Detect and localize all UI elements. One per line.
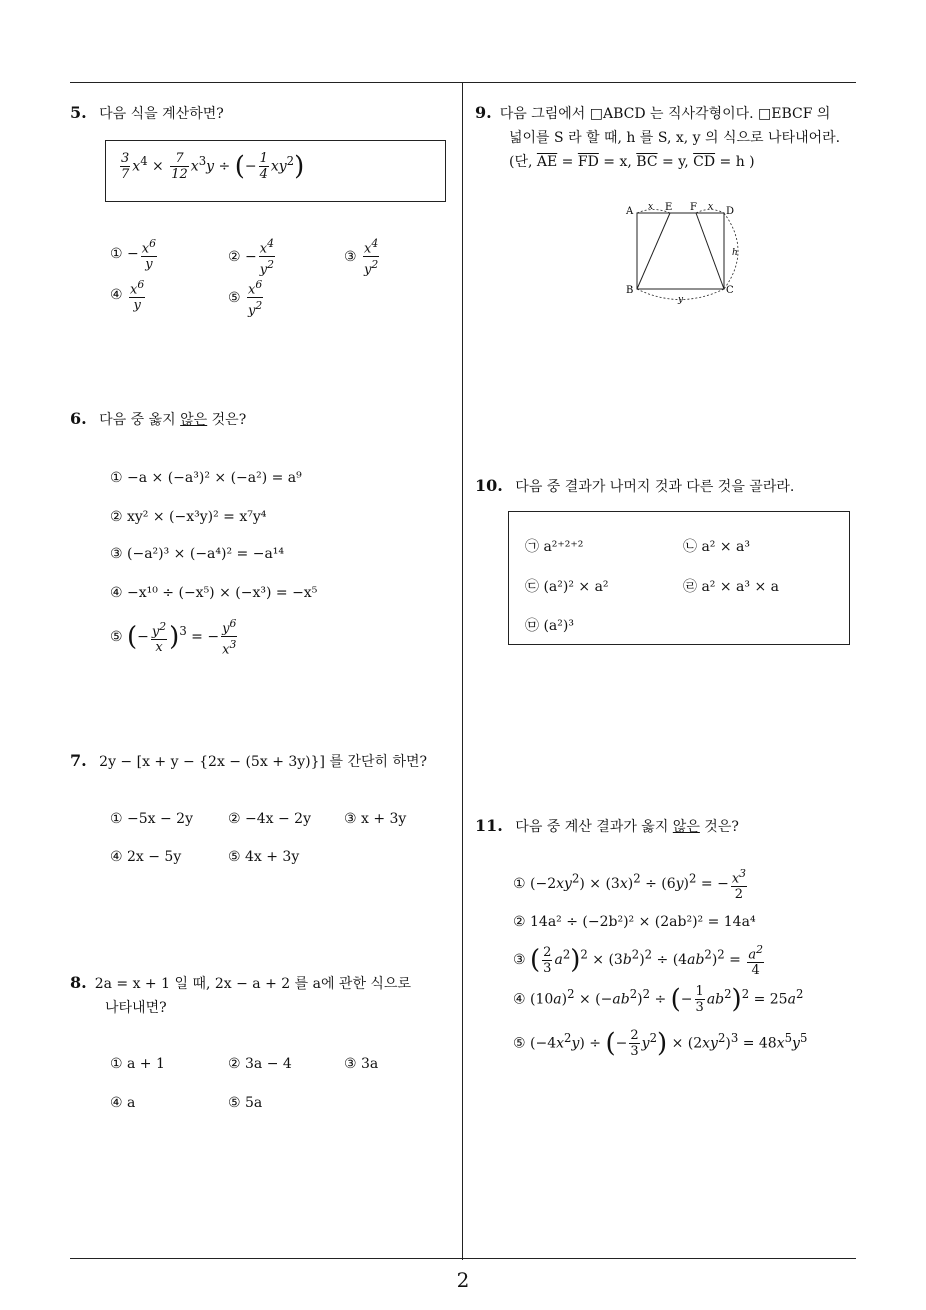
label-c: C	[726, 285, 734, 296]
expression: $\frac{3}{7}$ $x^4$ × $\frac{7}{12}$ $x^3y$ ÷ (− $\frac{1}{4}$ $xy^2$)	[121, 151, 305, 182]
choice-2[interactable]: ② xy² × (−x³y)² = x⁷y⁴	[110, 509, 267, 525]
choice-5[interactable]: ⑤ $\frac{x^6}{y^2}$	[228, 278, 263, 319]
choice-4[interactable]: ④ $(10a)^2 \times (-ab^2)^2$ ÷ (− $\frac{1}{3}$ $ab^2)^2 = 25a^2$	[513, 984, 804, 1015]
choice-2[interactable]: ② 3a − 4	[228, 1056, 292, 1072]
question-text: 2y − [x + y − {2x − (5x + 3y)}] 를 간단히 하면?	[99, 754, 428, 770]
question-text: 다음 중 결과가 나머지 것과 다른 것을 골라라.	[515, 479, 795, 495]
choice-1[interactable]: ① $(-2xy^2) \times (3x)^2 \div (6y)^2$ = − $\frac{x^3}{2}$	[513, 867, 747, 903]
label-d: D	[726, 206, 735, 217]
bottom-rule	[70, 1258, 856, 1259]
choice-5[interactable]: ⑤ $(-4x^2y)$ ÷ (− $\frac{2}{3}$ $y^2) \times (2xy^2)^3 = 48x^5y^5$	[513, 1028, 808, 1059]
choice-3[interactable]: ③ x + 3y	[344, 811, 407, 827]
column-divider	[462, 82, 463, 1260]
item-1[interactable]: ㉠ a²⁺²⁺²	[525, 539, 584, 555]
item-5[interactable]: ㉤ (a²)³	[525, 618, 574, 634]
choice-5[interactable]: ⑤ 5a	[228, 1095, 263, 1111]
choice-5[interactable]: ⑤ (− $\frac{y^2}{x}$ )$^3$ = − $\frac{y^6}{x^3}$	[110, 617, 237, 658]
question-number: 5.	[70, 103, 87, 122]
choice-4[interactable]: ④ −x¹⁰ ÷ (−x⁵) × (−x³) = −x⁵	[110, 585, 318, 601]
top-rule	[70, 82, 856, 83]
question-number: 10.	[475, 476, 503, 495]
question-6: 6. 다음 중 옳지 않은 것은?	[70, 409, 247, 428]
label-f: F	[690, 202, 697, 213]
choice-4[interactable]: ④ $\frac{x^6}{y}$	[110, 278, 145, 314]
label-y: y	[678, 295, 684, 305]
condition: (단, $\overline{AE} = \overline{FD} = x$, $\overline{BC} = y$, $\overline{CD} = h$ )	[509, 154, 755, 170]
question-number: 9.	[475, 103, 492, 122]
question-number: 11.	[475, 816, 503, 835]
item-4[interactable]: ㉣ a² × a³ × a	[683, 579, 779, 595]
label-b: B	[626, 285, 634, 296]
label-h: h	[732, 248, 738, 258]
label-e: E	[665, 202, 673, 213]
question-number: 6.	[70, 409, 87, 428]
label-x1: x	[648, 202, 654, 212]
item-3[interactable]: ㉢ (a²)² × a²	[525, 579, 609, 595]
question-10	[475, 475, 794, 499]
choice-3[interactable]: ③ (−a²)³ × (−a⁴)² = −a¹⁴	[110, 546, 285, 562]
label-x2: x	[708, 202, 714, 212]
rectangle-figure	[620, 198, 750, 308]
question-9: 9. 다음 그림에서 □ABCD 는 직사각형이다. □EBCF 의 넓이를 S 라 할 때, h 를 S, x, y 의 식으로 나타내어라. (단, $\overline{AE} = \overline{FD} = x$, $\overline{BC} = y$, $\overline{CD} = h$ )	[475, 102, 865, 174]
choice-2[interactable]: ② 14a² ÷ (−2b²)² × (2ab²)² = 14a⁴	[513, 914, 756, 930]
question-11: 11. 다음 중 계산 결과가 옳지 않은 것은?	[475, 816, 739, 835]
item-2[interactable]: ㉡ a² × a³	[683, 539, 750, 555]
choice-1[interactable]: ① − $\frac{x^6}{y}$	[110, 237, 156, 273]
question-7	[70, 750, 427, 774]
question-5	[70, 102, 224, 126]
choice-3[interactable]: ③ $\frac{x^4}{y^2}$	[344, 237, 379, 278]
question-text: 다음 식을 계산하면?	[99, 106, 224, 122]
choice-2[interactable]: ② − $\frac{x^4}{y^2}$	[228, 237, 274, 278]
expression-box	[105, 140, 446, 202]
choice-1[interactable]: ① a + 1	[110, 1056, 165, 1072]
question-8: 8. 2a = x + 1 일 때, 2x − a + 2 를 a에 관한 식으로 나타내면?	[70, 973, 412, 1016]
choice-3[interactable]: ③ ( $\frac{2}{3}$ $a^2)^2 \times (3b^2)^2 \div (4ab^2)^2$ = $\frac{a^2}{4}$	[513, 943, 764, 979]
choice-2[interactable]: ② −4x − 2y	[228, 811, 311, 827]
choice-4[interactable]: ④ 2x − 5y	[110, 849, 182, 865]
items-box	[508, 511, 850, 645]
question-number: 8.	[70, 973, 87, 992]
choice-3[interactable]: ③ 3a	[344, 1056, 379, 1072]
label-a: A	[626, 206, 634, 217]
choice-4[interactable]: ④ a	[110, 1095, 136, 1111]
page-number: 2	[456, 1268, 470, 1292]
question-number: 7.	[70, 751, 87, 770]
choice-1[interactable]: ① −a × (−a³)² × (−a²) = a⁹	[110, 470, 302, 486]
choice-5[interactable]: ⑤ 4x + 3y	[228, 849, 300, 865]
choice-1[interactable]: ① −5x − 2y	[110, 811, 193, 827]
